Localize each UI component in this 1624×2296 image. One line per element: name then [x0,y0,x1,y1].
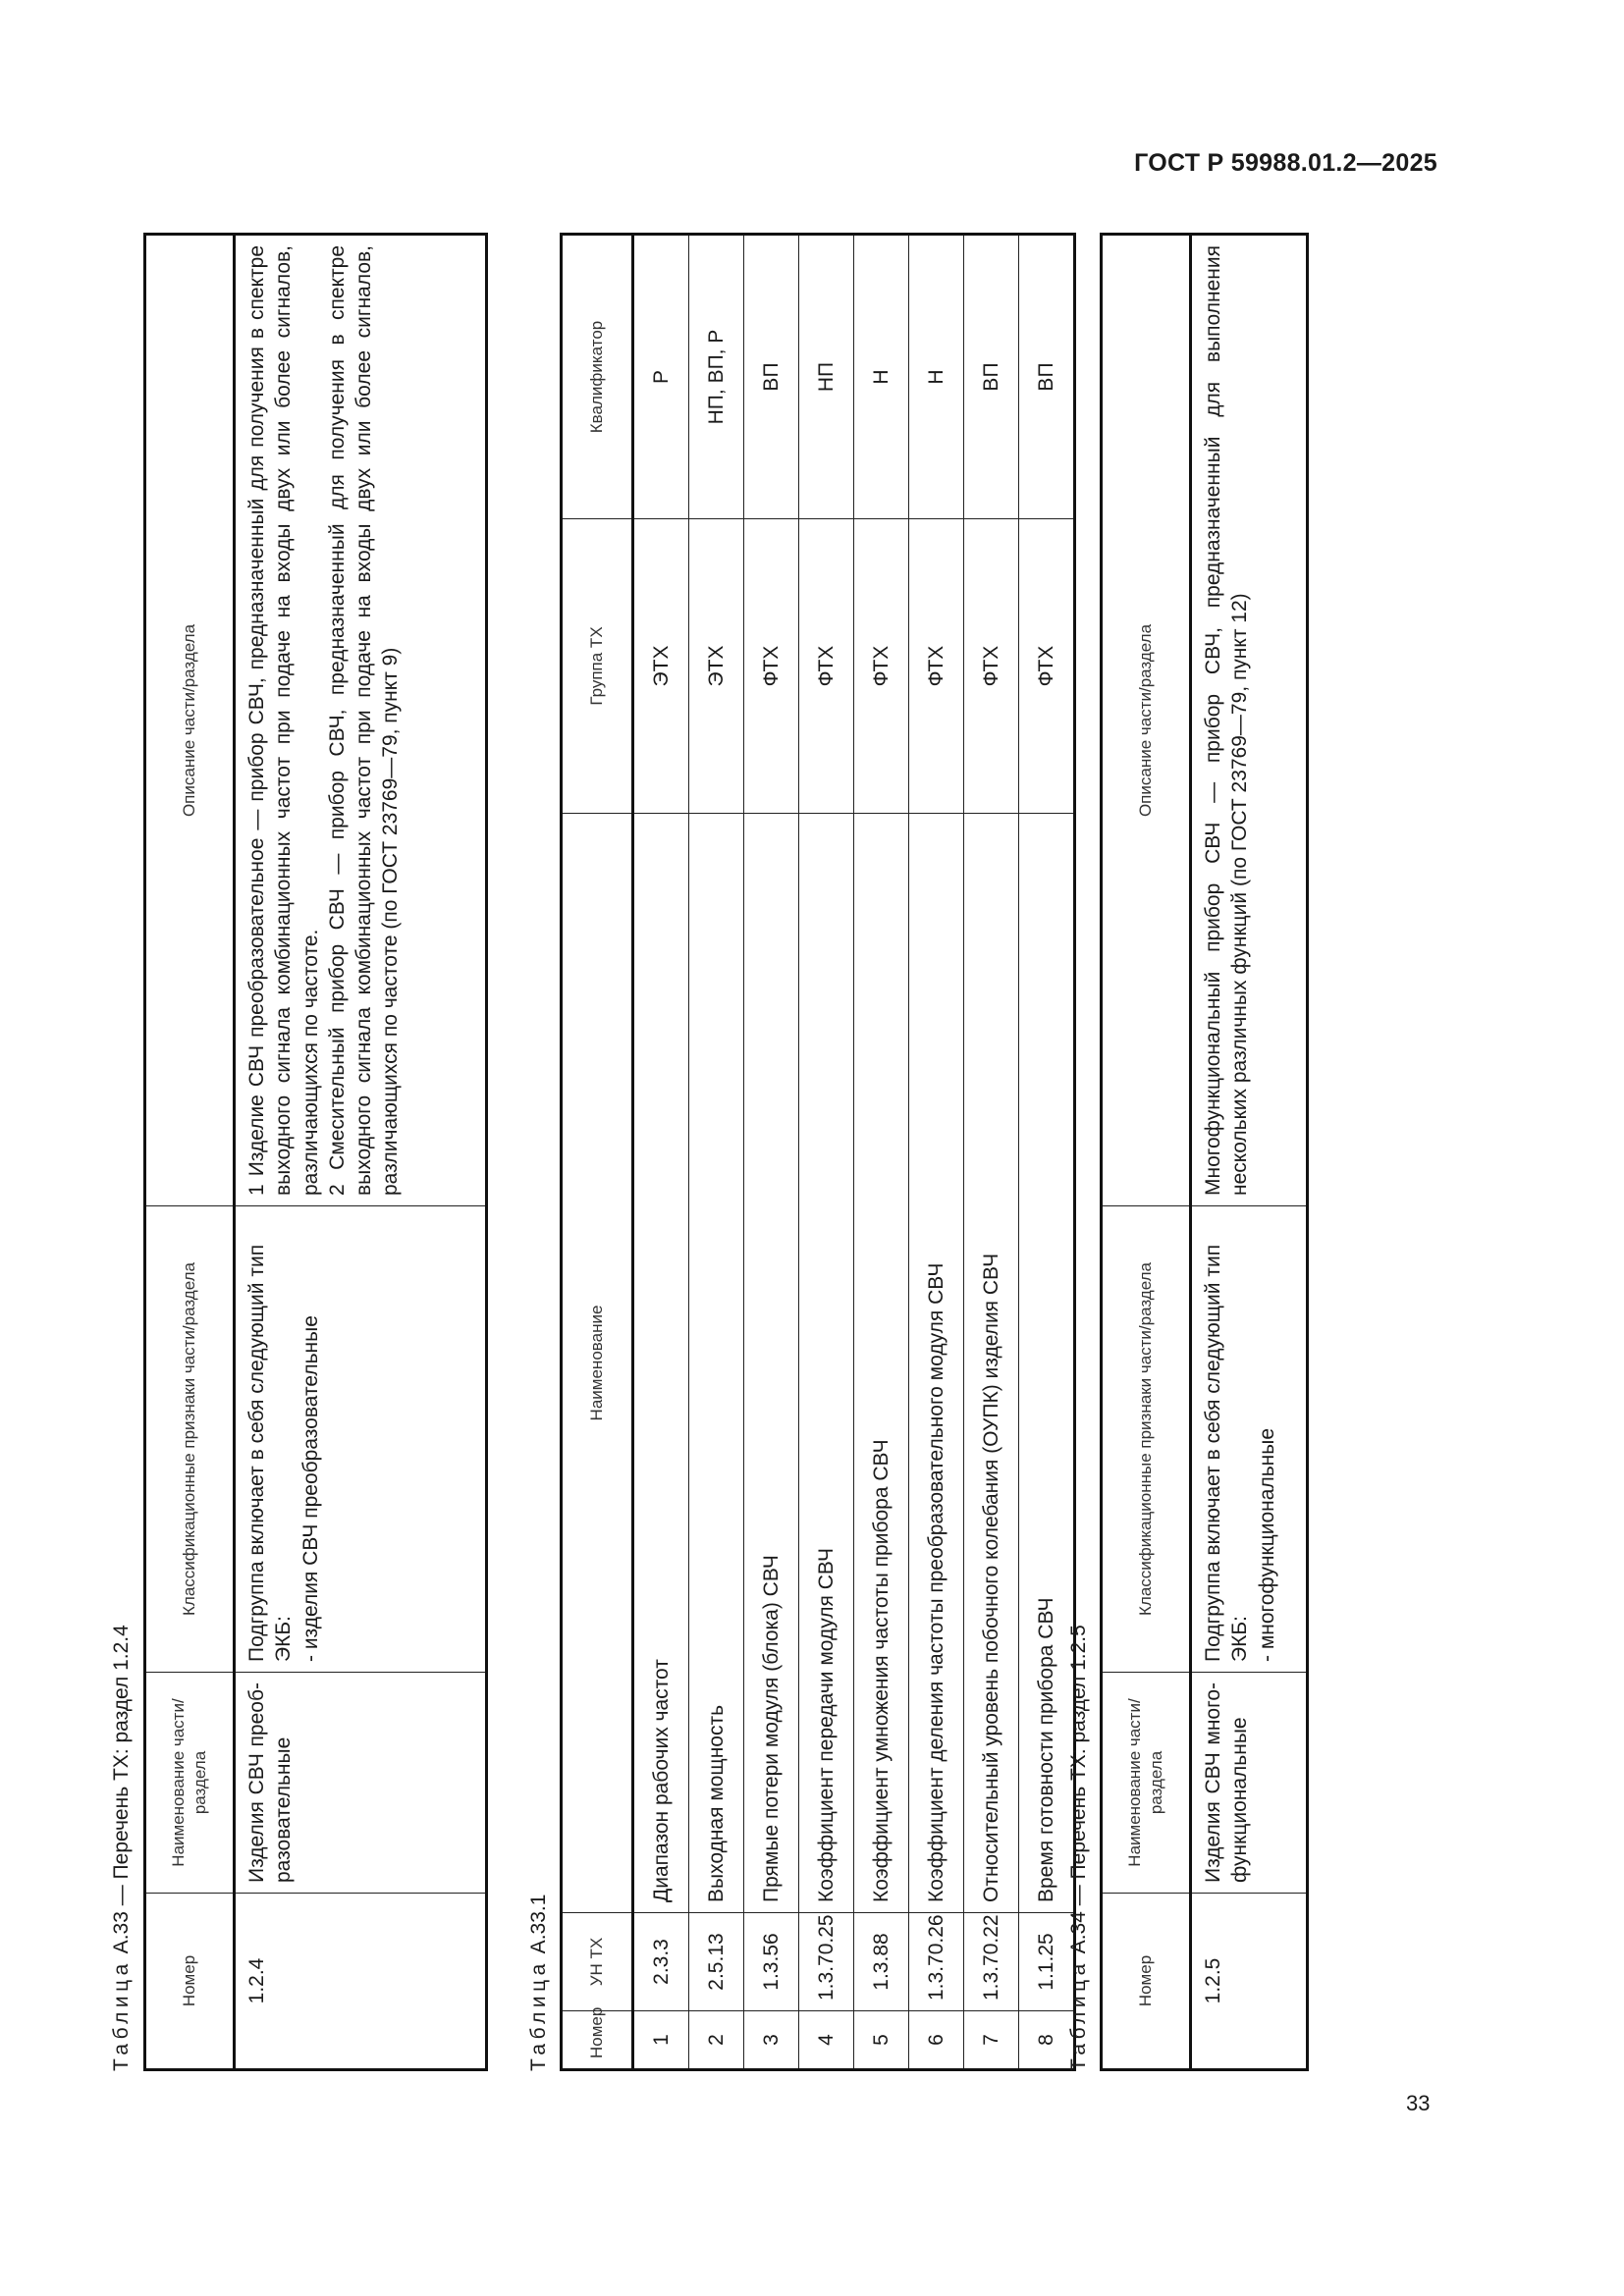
cell-code: 2.3.3 [633,1913,689,2011]
header-number: Номер [562,2011,633,2070]
table-a34-caption: Таблица А.34 — Перечень ТХ: раздел 1.2.5 [1067,1625,1090,2071]
header-name: Наименование [562,814,633,1913]
table-row [799,235,854,2070]
cell-name: Изделия СВЧ преоб-разовательные [235,1673,487,1894]
table-row [909,235,964,2070]
cell-qualifier: Н [854,235,909,519]
cell-description: 1 Изделие СВЧ преобразовательное — прибор СВЧ, предназначенный для получения в спектре выходного сигнала комбинационных частот при подаче на входы двух или более сигналов, различающихся по частоте. 2 Смесительный прибор СВЧ — прибор СВЧ, предназначенный для получения в спектре выходного сигнала комбинационных частот при подаче на входы двух или более сигналов, различающихся по частоте (по ГОСТ 23769—79, пункт 9) [235,235,487,1206]
table-a331 [560,233,1076,2071]
cell-group: ФТХ [799,519,854,814]
cell-number: 5 [854,2011,909,2070]
cell-group: ФТХ [964,519,1019,814]
table-row [235,235,487,2070]
cell-qualifier: ВП [964,235,1019,519]
table-row [854,235,909,2070]
cell-code: 2.5.13 [689,1913,744,2011]
cell-name: Коэффициент деления частоты преобразовательного модуля СВЧ [909,814,964,1913]
table-a33 [143,233,488,2071]
cell-group: ФТХ [909,519,964,814]
header-group: Группа ТХ [562,519,633,814]
cell-class: Подгруппа включает в себя следующий тип ЭКБ: - изделия СВЧ преобразовательные [235,1206,487,1673]
cell-number: 1.2.4 [235,1894,487,2070]
table-row [1019,235,1075,2070]
cell-qualifier: НП [799,235,854,519]
cell-number: 6 [909,2011,964,2070]
cell-name: Выходная мощность [689,814,744,1913]
cell-code: 1.3.70.22 [964,1913,1019,2011]
table-row [633,235,689,2070]
cell-description: Многофункциональный прибор СВЧ — прибор СВЧ, предназначенный для выполнения нескольких различных функций (по ГОСТ 23769—79, пункт 12) [1191,235,1308,1206]
cell-name: Изделия СВЧ много-функциональные [1191,1673,1308,1894]
table-row [1191,235,1308,2070]
header-name: Наименование части/раздела [1102,1673,1191,1894]
cell-group: ЭТХ [689,519,744,814]
header-description: Описание части/раздела [145,235,235,1206]
header-description: Описание части/раздела [1102,235,1191,1206]
cell-number: 4 [799,2011,854,2070]
table-row [689,235,744,2070]
cell-number: 3 [744,2011,799,2070]
table-a33-caption: Таблица А.33 — Перечень ТХ: раздел 1.2.4 [110,1625,133,2071]
cell-name: Коэффициент умножения частоты прибора СВЧ [854,814,909,1913]
table-row [964,235,1019,2070]
header-class: Классификационные признаки части/раздела [1102,1206,1191,1673]
cell-class: Подгруппа включает в себя следующий тип ЭКБ: - многофункциональные [1191,1206,1308,1673]
header-number: Номер [145,1894,235,2070]
cell-qualifier: Р [633,235,689,519]
cell-code: 1.3.70.26 [909,1913,964,2011]
cell-code: 1.3.70.25 [799,1913,854,2011]
cell-name: Коэффициент передачи модуля СВЧ [799,814,854,1913]
cell-group: ФТХ [744,519,799,814]
header-qualifier: Квалификатор [562,235,633,519]
cell-code: 1.3.56 [744,1913,799,2011]
page-number: 33 [1406,2091,1431,2115]
header-name: Наименование части/раздела [145,1673,235,1894]
cell-code: 1.3.88 [854,1913,909,2011]
cell-name: Время готовности прибора СВЧ [1019,814,1075,1913]
cell-group: ЭТХ [633,519,689,814]
cell-code: 1.1.25 [1019,1913,1075,2011]
cell-qualifier: ВП [744,235,799,519]
document-code: ГОСТ Р 59988.01.2—2025 [1134,149,1437,177]
table-a34 [1100,233,1309,2071]
rotated-content [110,10,1386,2071]
cell-number: 1.2.5 [1191,1894,1308,2070]
header-class: Классификационные признаки части/раздела [145,1206,235,1673]
header-number: Номер [1102,1894,1191,2070]
cell-number: 1 [633,2011,689,2070]
cell-name: Прямые потери модуля (блока) СВЧ [744,814,799,1913]
cell-name: Диапазон рабочих частот [633,814,689,1913]
cell-number: 8 [1019,2011,1075,2070]
cell-group: ФТХ [1019,519,1075,814]
cell-number: 2 [689,2011,744,2070]
header-code: УН ТХ [562,1913,633,2011]
cell-qualifier: Н [909,235,964,519]
cell-qualifier: ВП [1019,235,1075,519]
table-a331-caption: Таблица А.33.1 [527,1894,550,2071]
cell-qualifier: НП, ВП, Р [689,235,744,519]
table-row [744,235,799,2070]
cell-name: Относительный уровень побочного колебания (ОУПК) изделия СВЧ [964,814,1019,1913]
cell-number: 7 [964,2011,1019,2070]
cell-group: ФТХ [854,519,909,814]
